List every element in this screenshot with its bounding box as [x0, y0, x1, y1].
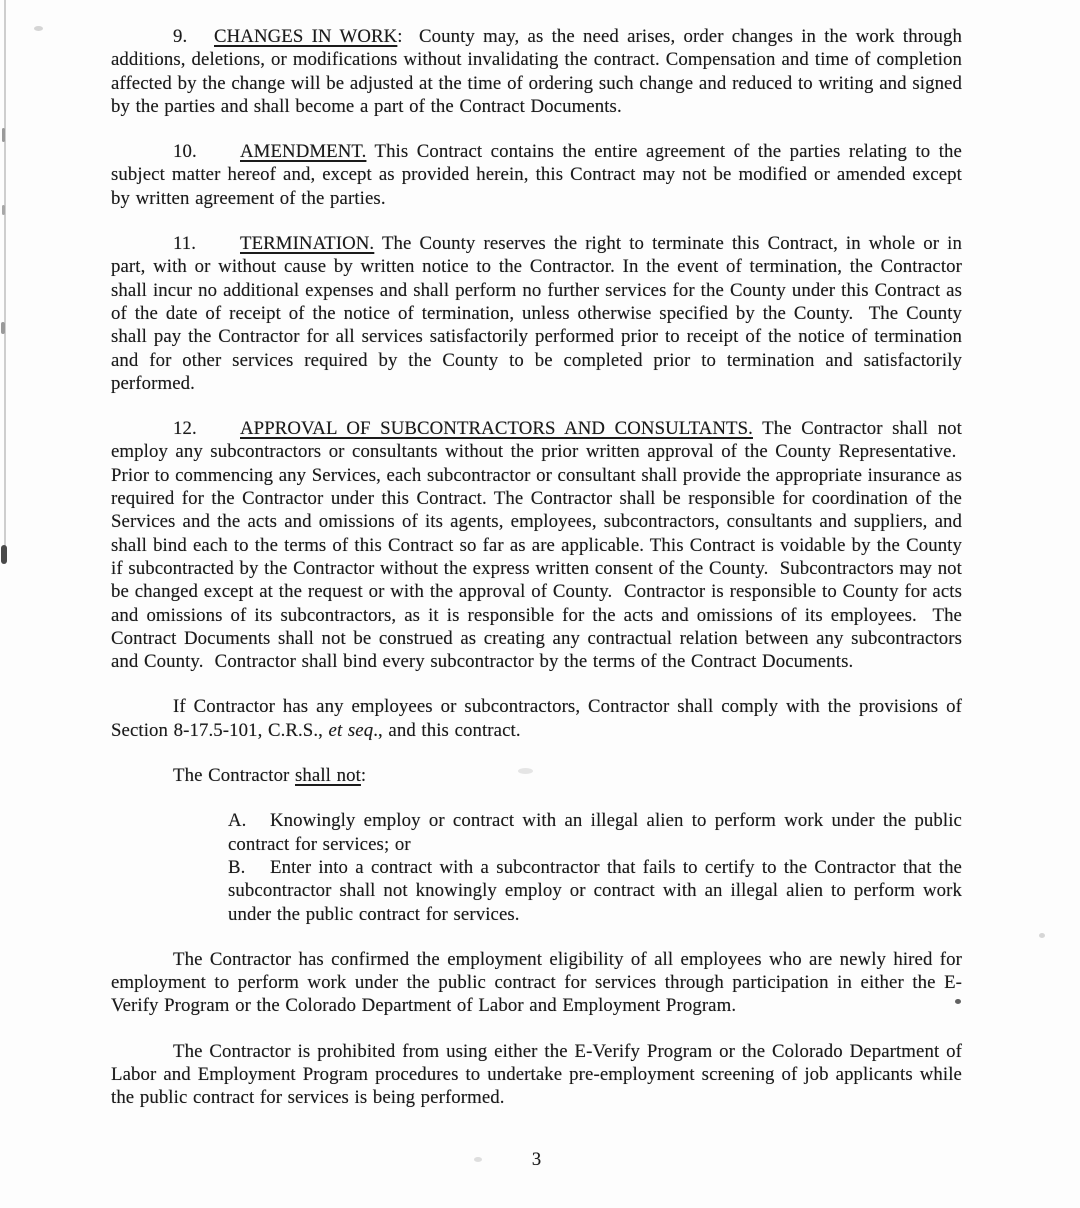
paragraph-shall-not-lead-in — [111, 764, 962, 787]
underlined-text: TERMINATION. — [240, 233, 375, 255]
section-10-amendment — [111, 140, 962, 210]
page-footer — [111, 1150, 962, 1171]
text-run: Knowingly employ or contract with an illegal alien to perform work under the public contract for services; or — [228, 810, 962, 855]
section-number: 12. — [173, 418, 197, 440]
scan-edge-line — [4, 0, 6, 563]
text-run: The Contractor shall not employ any subcontractors or consultants without the prior written approval of the County Representative. Prior to commencing any Services, each subcontractor or consultant shall provide the appropriate insurance as required for the Contractor under this Contract. The Contractor shall be responsible for coordination of the Services and the acts and omissions of its agents, employees, subcontractors, consultants and suppliers, and shall bind each to the terms of this Contract so far as are applicable. This Contract is voidable by the County if subcontracted by the Contractor without the express written consent of the County. Subcontractors may not be changed except at the request or with the approval of County. Contractor is responsible to County for acts and omissions of its subcontractors, as it is responsible for the acts and omissions of its employees. The Contract Documents shall not be construed as creating any contractual relation between any subcontractors and County. Contractor shall bind every subcontractor by the terms of the Contract Documents. — [111, 418, 962, 673]
text-run: This Contract contains the entire agreement of the parties relating to the subject matter hereof and, except as provided herein, this Contract may not be modified or amended except by written agreement of the parties. — [111, 141, 962, 209]
text-run: Enter into a contract with a subcontractor that fails to certify to the Contractor that the subcontractor shall not knowingly employ or contract with an illegal alien to perform work under the public contract for services. — [228, 856, 962, 925]
text-run: : — [360, 765, 367, 787]
underlined-text: APPROVAL OF SUBCONTRACTORS AND CONSULTANTS. — [240, 418, 753, 440]
list-marker: B. — [228, 856, 246, 878]
paragraph-crs-compliance — [111, 695, 962, 742]
paragraph-everify-prohibition — [111, 1040, 962, 1110]
list-item-b — [228, 856, 962, 926]
scan-edge-mark — [2, 128, 5, 142]
scan-speck — [34, 26, 43, 31]
scan-edge-mark — [1, 322, 5, 334]
section-number: 11. — [173, 233, 197, 255]
text-run: The Contractor has confirmed the employment eligibility of all employees who are newly hired for employment to perform work under the public contract for services through participation in either the E-Verify Program or the Colorado Department of Labor and Employment Program. — [111, 948, 962, 1017]
page-number: 3 — [531, 1150, 542, 1170]
section-12-approval-of-subcontractors — [111, 417, 962, 673]
section-9-changes-in-work — [111, 25, 962, 118]
document-body — [111, 25, 962, 1132]
underlined-text: shall not — [295, 765, 361, 787]
text-run: : County may, as the need arises, order changes in the work through additions, deletions, or modifications without invalidating the contract. Compensation and time of completion affected by the change will be adjusted at the time of ordering such change and reduced to writing and signed by the parties and shall become a part of the Contract Documents. — [111, 26, 962, 117]
text-run: The Contractor — [173, 765, 296, 787]
text-run: If Contractor has any employees or subcontractors, Contractor shall comply with the provisions of Section 8-17.5-101, C.R.S., — [111, 696, 962, 741]
list-item-a — [228, 809, 962, 856]
underlined-text: CHANGES IN WORK — [214, 26, 398, 47]
underlined-text: AMENDMENT. — [240, 141, 367, 163]
scan-edge-mark — [2, 205, 5, 215]
scan-edge-mark — [1, 545, 7, 564]
scan-speck — [1039, 933, 1045, 938]
list-marker: A. — [228, 810, 247, 832]
text-run: The Contractor is prohibited from using either the E-Verify Program or the Colorado Department of Labor and Employment Program procedures to undertake pre-employment screening of job applicants while the public contract for services is being performed. — [111, 1040, 962, 1109]
italic-text: et seq — [328, 719, 374, 741]
section-11-termination — [111, 232, 962, 395]
section-number: 10. — [173, 141, 197, 163]
paragraph-everify-confirmation — [111, 948, 962, 1018]
text-run: ., and this contract. — [373, 719, 521, 741]
text-run: The County reserves the right to terminate this Contract, in whole or in part, with or without cause by written notice to the Contractor. In the event of termination, the Contractor shall incur no additional expenses and shall perform no further services for the County under this Contract as of the date of receipt of the notice of termination, unless otherwise specified by the County. The County shall pay the Contractor for all services satisfactorily performed prior to receipt of the notice of termination and for other services required by the County to be completed prior to termination and satisfactorily performed. — [111, 233, 962, 394]
section-number: 9. — [173, 26, 188, 47]
